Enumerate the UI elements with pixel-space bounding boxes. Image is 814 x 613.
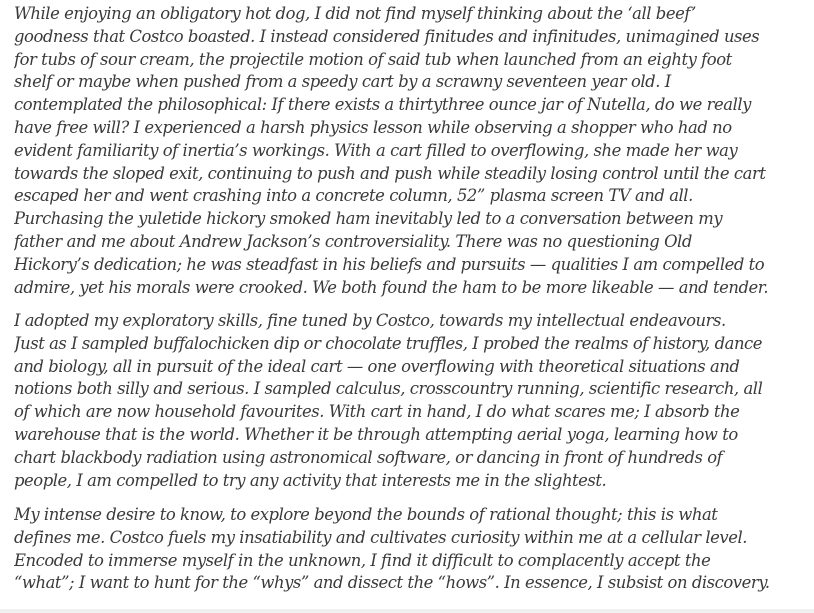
text-line: father and me about Andrew Jackson’s controversiality. There was no questioning Old xyxy=(14,231,692,251)
text-line: Hickory’s dedication; he was steadfast in his beliefs and pursuits — qualities I am compelled to xyxy=(14,254,765,274)
bottom-edge-divider xyxy=(0,609,814,613)
text-line: for tubs of sour cream, the projectile motion of said tub when launched from an eighty foot xyxy=(14,49,732,69)
text-line: goodness that Costco boasted. I instead considered finitudes and infinitudes, unimagined uses xyxy=(14,26,760,46)
text-line: warehouse that is the world. Whether it be through attempting aerial yoga, learning how to xyxy=(14,424,738,444)
text-line: notions both silly and serious. I sampled calculus, crosscountry running, scientific research, all xyxy=(14,379,763,399)
text-line: admire, yet his morals were crooked. We both found the ham to be more likeable — and tender. xyxy=(14,277,769,297)
text-line: Encoded to immerse myself in the unknown, I find it difficult to complacently accept the xyxy=(14,550,711,570)
text-line: and biology, all in pursuit of the ideal cart — one overflowing with theoretical situations and xyxy=(14,356,740,376)
essay-paragraph-2 xyxy=(14,310,762,492)
text-line: have free will? I experienced a harsh physics lesson while observing a shopper who had no xyxy=(14,117,732,137)
text-line: towards the sloped exit, continuing to push and push while steadily losing control until the cart xyxy=(14,163,766,183)
essay-paragraph-1 xyxy=(14,3,768,299)
text-line: shelf or maybe when pushed from a speedy cart by a scrawny seventeen year old. I xyxy=(14,72,671,92)
text-line: escaped her and went crashing into a concrete column, 52” plasma screen TV and all. xyxy=(14,186,693,206)
text-line: My intense desire to know, to explore beyond the bounds of rational thought; this is what xyxy=(14,505,718,524)
text-line: evident familiarity of inertia’s workings. With a cart filled to overflowing, she made her way xyxy=(14,140,738,160)
text-line: people, I am compelled to try any activity that interests me in the slightest. xyxy=(14,470,607,490)
text-line: contemplated the philosophical: If there exists a thirtythree ounce jar of Nutella, do we really xyxy=(14,95,751,115)
text-line: Purchasing the yuletide hickory smoked ham inevitably led to a conversation between my xyxy=(14,209,723,229)
text-line: “what”; I want to hunt for the “whys” and dissect the “hows”. In essence, I subsist on discovery. xyxy=(14,573,770,593)
text-line: of which are now household favourites. With cart in hand, I do what scares me; I absorb the xyxy=(14,402,740,422)
text-line: I adopted my exploratory skills, fine tuned by Costco, towards my intellectual endeavours. xyxy=(14,311,726,330)
essay-page xyxy=(14,3,814,609)
text-line: While enjoying an obligatory hot dog, I did not find myself thinking about the ‘all beef’ xyxy=(14,4,696,23)
text-line: chart blackbody radiation using astronomical software, or dancing in front of hundreds of xyxy=(14,447,723,467)
text-line: Just as I sampled buffalochicken dip or chocolate truffles, I probed the realms of history, dance xyxy=(14,333,763,353)
text-line: defines me. Costco fuels my insatiability and cultivates curiosity within me at a cellular level. xyxy=(14,527,748,547)
essay-paragraph-3 xyxy=(14,504,770,595)
